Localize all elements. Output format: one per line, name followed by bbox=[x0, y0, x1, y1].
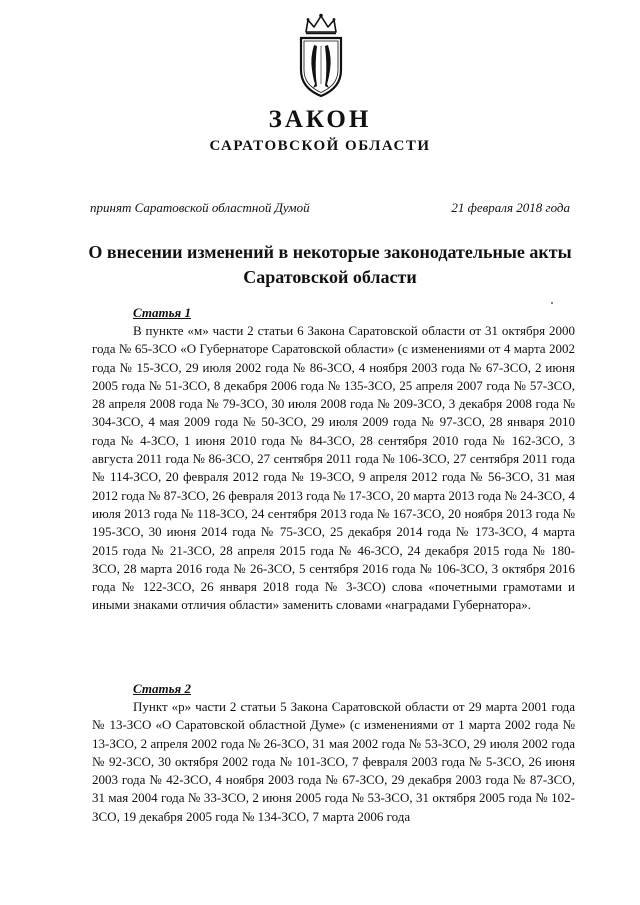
article-2-text: Пункт «р» части 2 статьи 5 Закона Саратовской области от 29 марта 2001 года № 13-ЗСО «О Саратовской областной Думе» (с изменениями от 1 марта 2002 года № 13-ЗСО, 2 апреля 2002 года № 26-ЗСО, 31 мая 2002 года № 53-ЗСО, 29 июля 2002 года № 92-ЗСО, 30 октября 2002 года № 101-ЗСО, 7 февраля 2003 года № 5-ЗСО, 26 июня 2003 года № 42-ЗСО, 4 ноября 2003 года № 67-ЗСО, 29 декабря 2003 года № 87-ЗСО, 31 мая 2004 года № 33-ЗСО, 2 июня 2005 года № 53-ЗСО, 31 октября 2005 года № 102-ЗСО, 19 декабря 2005 года № 134-ЗСО, 7 марта 2006 года bbox=[92, 699, 575, 824]
article-2-heading: Статья 2 bbox=[133, 681, 191, 696]
article-1-heading: Статья 1 bbox=[133, 305, 191, 320]
law-subtitle: САРАТОВСКОЙ ОБЛАСТИ bbox=[209, 138, 431, 154]
scan-speck bbox=[551, 302, 553, 304]
adopted-by: принят Саратовской областной Думой bbox=[90, 200, 310, 215]
emblem bbox=[296, 12, 346, 98]
saratov-coat-of-arms-icon bbox=[296, 12, 346, 98]
adoption-date: 21 февраля 2018 года bbox=[451, 200, 570, 215]
law-title: ЗАКОН bbox=[268, 106, 372, 133]
article-1-text: В пункте «м» части 2 статьи 6 Закона Саратовской области от 31 октября 2000 года № 65-ЗСО «О Губернаторе Саратовской области» (с изменениями от 4 марта 2002 года № 15-ЗСО, 29 июля 2002 года № 86-ЗСО, 4 ноября 2003 года № 67-ЗСО, 2 июня 2005 года № 51-ЗСО, 8 декабря 2006 года № 135-ЗСО, 25 апреля 2007 года № 57-ЗСО, 28 апреля 2008 года № 79-ЗСО, 30 июля 2008 года № 209-ЗСО, 3 декабря 2008 года № 304-ЗСО, 4 мая 2009 года № 50-ЗСО, 29 июля 2009 года № 97-ЗСО, 28 января 2010 года № 4-ЗСО, 1 июня 2010 года № 84-ЗСО, 28 сентября 2010 года № 162-ЗСО, 3 августа 2011 года № 86-ЗСО, 27 сентября 2011 года № 106-ЗСО, 27 сентября 2011 года № 114-ЗСО, 20 февраля 2012 года № 19-ЗСО, 9 апреля 2012 года № 56-ЗСО, 31 мая 2012 года № 87-ЗСО, 26 февраля 2013 года № 17-ЗСО, 20 марта 2013 года № 24-ЗСО, 4 июля 2013 года № 118-ЗСО, 24 сентября 2013 года № 167-ЗСО, 20 ноября 2013 года № 195-ЗСО, 30 июня 2014 года № 75-ЗСО, 25 декабря 2014 года № 173-ЗСО, 4 марта 2015 года № 21-ЗСО, 28 апреля 2015 года № 46-ЗСО, 24 декабря 2015 года № 180-ЗСО, 28 марта 2016 года № 26-ЗСО, 5 сентября 2016 года № 106-ЗСО, 3 октября 2016 года № 122-ЗСО, 26 января 2018 года № 3-ЗСО) слова «почетными грамотами и иными знаками отличия области» заменить словами «наградами Губернатора». bbox=[92, 323, 575, 613]
document-title: О внесении изменений в некоторые законодательные акты Саратовской области bbox=[88, 242, 572, 287]
